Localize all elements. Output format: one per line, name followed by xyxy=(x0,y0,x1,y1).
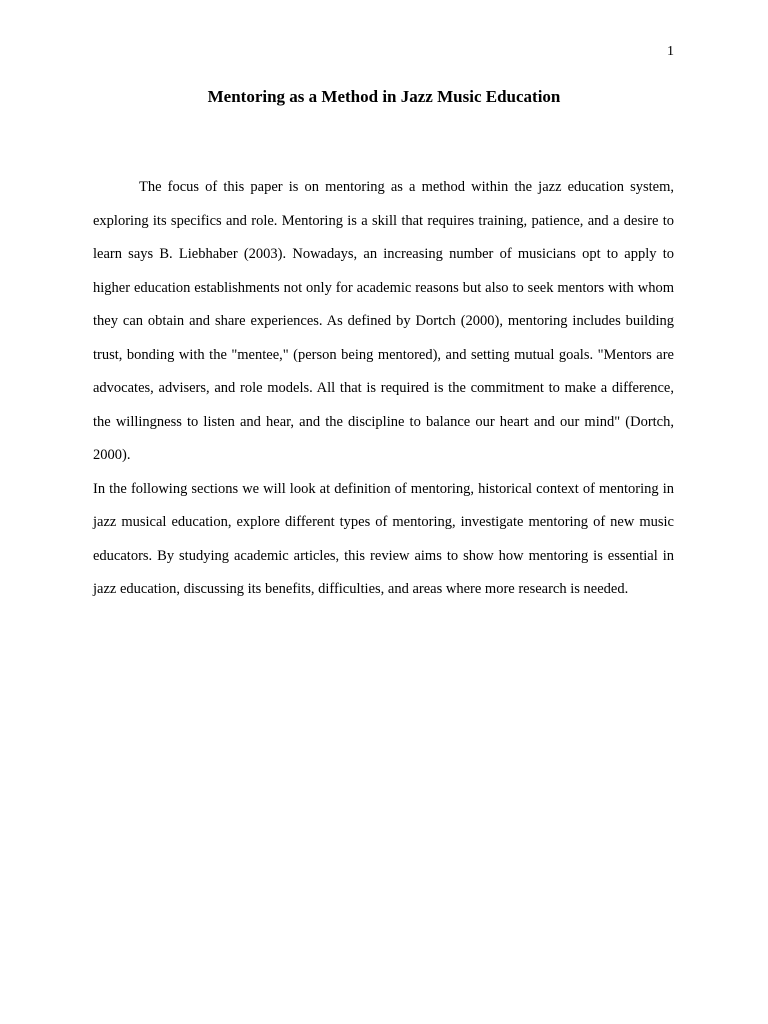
paragraph-sections-overview: In the following sections we will look at definition of mentoring, historical context of mentoring in jazz musical education, explore different types of mentoring, investigate mentoring of new music educators. By studying academic articles, this review aims to show how mentoring is essential in jazz education, discussing its benefits, difficulties, and areas where more research is needed. xyxy=(93,480,674,597)
paragraph-intro: The focus of this paper is on mentoring as a method within the jazz education system, exploring its specifics and role. Mentoring is a skill that requires training, patience, and a desire to learn says B. Liebhaber (2003). Nowadays, an increasing number of musicians opt to apply to higher education establishments not only for academic reasons but also to seek mentors with whom they can obtain and share experiences. As defined by Dortch (2000), mentoring includes building trust, bonding with the "mentee," (person being mentored), and setting mutual goals. "Mentors are advocates, advisers, and role models. All that is required is the commitment to make a difference, the willingness to listen and hear, and the discipline to balance our heart and our mind" (Dortch, 2000). xyxy=(93,179,674,463)
document-body xyxy=(93,171,674,607)
document-title: Mentoring as a Method in Jazz Music Education xyxy=(207,87,561,106)
page-number: 1 xyxy=(667,44,674,59)
